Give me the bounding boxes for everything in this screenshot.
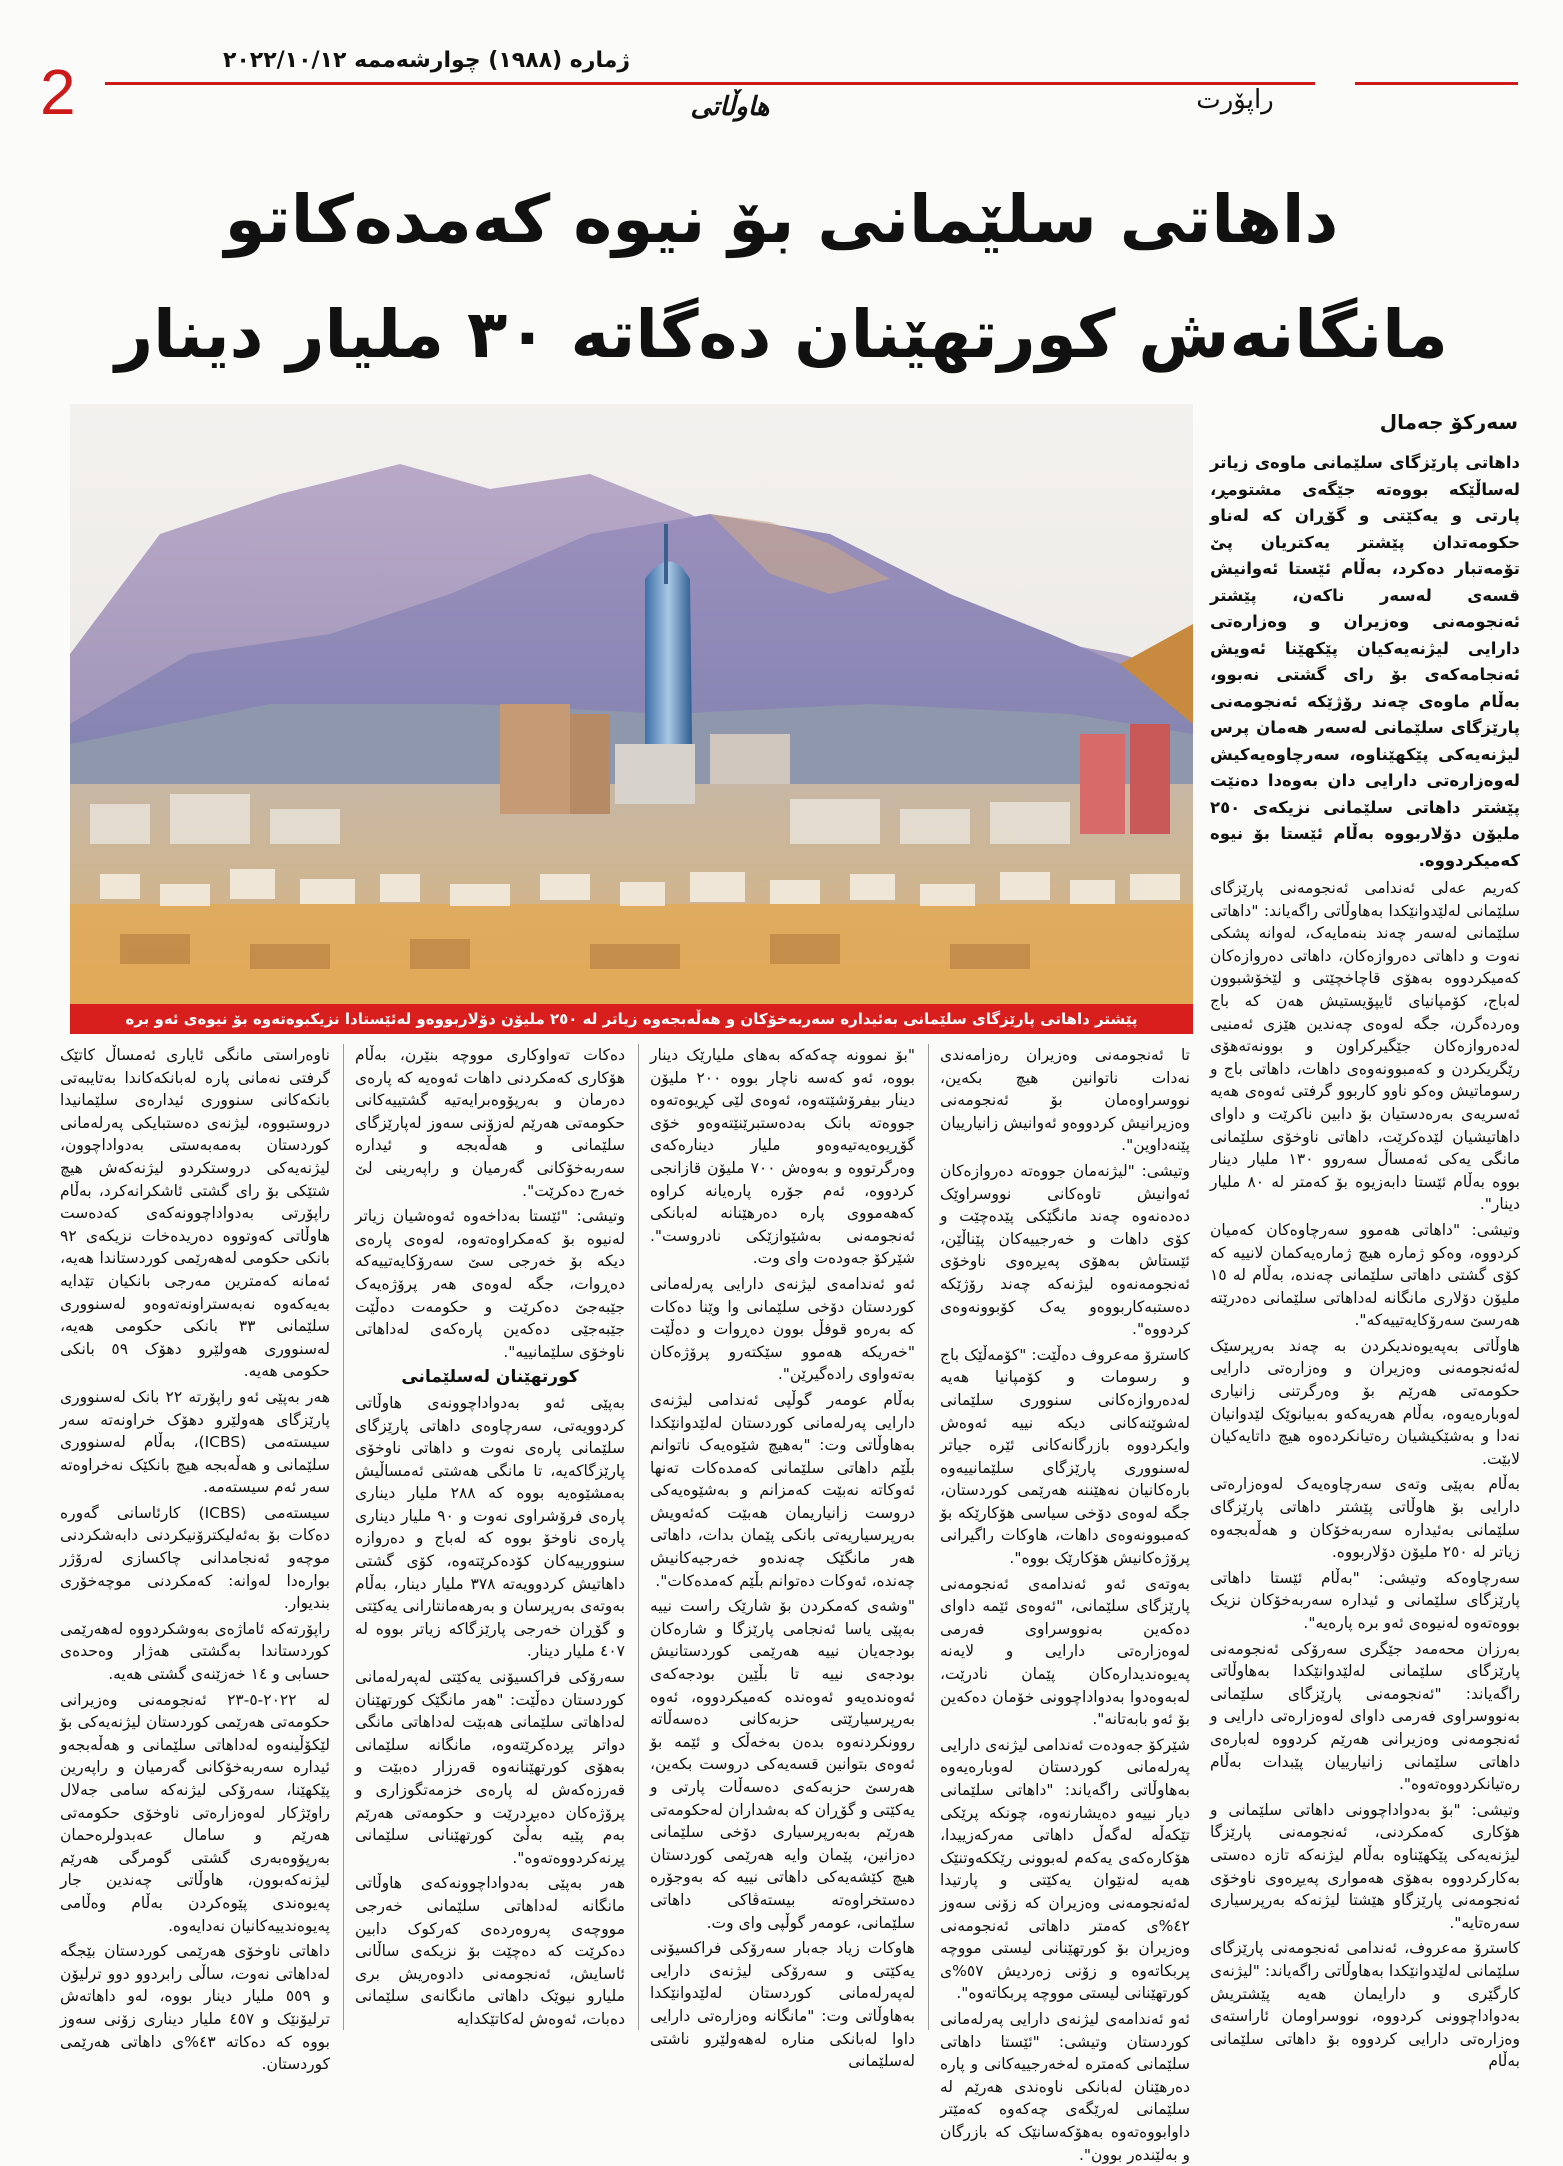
paragraph: هاوڵاتی بەپەیوەندیکردن بە چەند بەرپرسێک لەئەنجومەنی وەزیران و وەزارەتی دارایی حکومەتی هەرێم بۆ وەرگرتنی زانیاری لەوبارەیەوە، بەڵام هەریەکەو بەبیانوێک لێدوانیان نەدا و بەشێکیشیان رەتیانکردەوە هیچ داتایەکیان لابێت.	[1210, 1336, 1520, 1468]
column-4	[355, 1044, 625, 2030]
page-number: 2	[40, 56, 76, 128]
header-rule	[105, 82, 1518, 85]
paragraph: بەرزان محەمەد جێگری سەرۆکی ئەنجومەنی پارێزگای سلێمانی لەلێدوانێکدا بەهاوڵاتی راگەیاند: "ئەنجومەنی پارێزگای سلێمانی بەنووسراوی فەرمی داوای لەوەزارەتی دارایی و ئەنجومەنی وەزیرانی هەرێم کردووە لەبارەی داهاتی سلێمانی زانیارییان پێبدات بەڵام رەتیانکردووەتەوە".	[1210, 1639, 1520, 1794]
headline-line-1: داهاتی سلێمانی بۆ نیوە کەمدەکاتو	[224, 181, 1339, 258]
paragraph: تا ئەنجومەنی وەزیران رەزامەندی نەدات ناتوانین هیچ بکەین، نووسراوەمان بۆ ئەنجومەنی وەزیرانیش کردووەو ئەوانیش زانیارییان پێنەداوین".	[940, 1046, 1190, 1155]
headline-line-2: مانگانەش کورتهێنان دەگاتە ٣٠ ملیار دینار	[115, 296, 1448, 373]
column-1	[1210, 450, 1521, 2071]
byline: سەرکۆ جەمال	[1379, 410, 1518, 434]
paragraph: وتیشی: "داهاتی هەموو سەرچاوەکان کەمیان کردووە، وەکو ژمارە هیچ ژمارەیەکمان لانییە کە کۆی گشتی داهاتی سلێمانی چەندە، بەڵام لە ١٥ ملیۆن دۆلاری مانگانە لەداهاتی سلێمانی دەدرێتە هەرسێ سەرۆکایەتییەکە".	[1210, 1220, 1520, 1330]
paragraph: بەپێی ئەو بەدواداچوونەی هاوڵاتی کردوویەتی، سەرچاوەی داهاتی پارێزگای سلێمانی پارەی نەوت و داهاتی ناوخۆی پارێزگاکەیە، تا مانگی هەشتی ئەمساڵیش بەمشێوەیە بووە کە ٢٨٨ ملیار دیناری پارەی فرۆشراوی نەوت و ٩٠ ملیار دیناری پارەی ناوخۆ بووە کە لەباج و دەروازە سنوورییەکان کۆدەکرێتەوە، کۆی گشتی داهاتیش کردوویەتە ٣٧٨ ملیار دینار، بەڵام بەوتەی بەرپرسان و بەرهەمانتارانی یەکێتی و گۆڕان خەرجی پارێزگاکە زیاتر بووە لە ٤٠٧ ملیار دینار.	[355, 1393, 625, 1661]
paragraph: سەرچاوەکە وتیشی: "بەڵام ئێستا داهاتی پارێزگای سلێمانی و ئیدارە سەربەخۆکان نزیک بووەتەوە لەنیوەی ئەو برە پارەیە".	[1210, 1568, 1520, 1632]
paragraph: شێرکۆ جەودەت ئەندامی لیژنەی دارایی پەرلەمانی کوردستان لەوبارەیەوە بەهاوڵاتی راگەیاند: "داهاتی سلێمانی دیار نییەو دەیشارنەوە، چونکە پرێکی تێکەڵە لەگەڵ داهاتی مەرکەزییدا، هۆکارەکەی یەکەم لەبوونی رێککەوتنێک هەیە لەنێوان یەکێتی و پارتیدا لەئەنجومەنی وەزیران کە زۆنی سەوز ٤٢%ی کەمتر داهاتی ئەنجومەنی وەزیران بۆ کورتهێنانی لیستی مووچە پربکاتەوە و زۆنی زەردیش ٥٧%ی کورتهێنانی لیستی مووچە پربکاتەوە".	[940, 1735, 1190, 2003]
paragraph: بەوتەی ئەو ئەندامەی ئەنجومەنی پارێزگای سلێمانی، "ئەوەی ئێمە داوای دەکەین بەنووسراوی فەرمی لەوەزارەتی دارایی و لایەنە پەیوەندیدارەکان پێمان نادرێت، لەبەوەدوا بەدواداچوونی خۆمان دەکەین بۆ ئەو بابەتانە".	[940, 1574, 1190, 1729]
paragraph: دەکات تەواوکاری مووچە بنێرن، بەڵام هۆکاری کەمکردنی داهات ئەوەیە کە پارەی دەرمان و بەرپۆوەبرایەتیە گشتییەکانی حکومەتی هەرێم لەزۆنی سەوز لەپارێزگای سلێمانی و هەڵەبجە و ئیدارە سەربەخۆکانی گەرمیان و راپەرینی لێ خەرج دەکرێت".	[355, 1046, 625, 1200]
lead-paragraph: داهاتی پارێزگای سلێمانی ماوەی زیاتر لەساڵێکە بووەتە جێگەی مشتومڕ، پارتی و یەکێتی و گۆڕان کە لەناو حکومەتدان پێشتر یەکتریان پێ تۆمەتبار دەکرد، بەڵام ئێستا ئەوانیش قسەی لەسەر ناکەن، پێشتر ئەنجومەنی وەزیران و وەزارەتی دارایی لیژنەیەکیان پێکهێنا ئەویش ئەنجامەکەی بۆ رای گشتی نەبوو، بەڵام ماوەی چەند رۆژێکە ئەنجومەنی پارێزگای سلێمانی لەسەر هەمان پرس لیژنەیەکی پێکهێناوە، سەرچاوەیەکیش لەوەزارەتی دارایی دان بەوەدا دەنێت پێشتر داهاتی سلێمانی نزیکەی ٢٥٠ ملیۆن دۆلاربووە بەڵام ئێستا بۆ نیوە کەمیکردووە.	[1210, 453, 1520, 870]
paragraph: هەر بەپێی ئەو راپۆرتە ٢٢ بانک لەسنووری پارێزگای هەولێرو دهۆک خراونەتە سەر سیستەمی (ICBS)، بەڵام لەسنووری سلێمانی و هەڵەبجە هیچ بانکێک نەخراوەتە سەر ئەم سیستەمە.	[60, 1387, 331, 1497]
column-2	[940, 1044, 1190, 2164]
paragraph: هەر بەپێی بەدواداچوونەکەی هاوڵاتی مانگانە لەداهاتی سلێمانی خەرجی مووچەی پەروەردەی کەرکوک دابین دەکرێت کە دەچێت بۆ نزیکەی ساڵانی ئاسایش، ئەنجومەنی دادوەریش بری ملیارو نیوێک داهاتی مانگانەی سلێمانی دەبات، ئەوەش لەکاتێکدایە	[355, 1874, 625, 2028]
column-rule	[928, 1044, 929, 2030]
paragraph: وتیشی: "لیژنەمان جووەتە دەروازەکان ئەوانیش تاوەکانی نووسراوێک دەدەنەوە چەند مانگێکی پێدەچێت و کۆی داهات و خەرجییەکان پێناڵێن، ئێستاش بەهۆی پەیڕەوی ناوخۆی ئەنجومەنەوە لیژنەکە چەند رۆژێکە دەستبەکاربووەو یەک کۆبوونەوەی کردووە".	[940, 1161, 1190, 1339]
paragraph: کەریم عەلی ئەندامی ئەنجومەنی پارێزگای سلێمانی لەلێدوانێکدا بەهاوڵاتی راگەیاند: "داهاتی سلێمانی لەسەر چەند بنەمایەک، لەوانە پشکی نەوت و داهاتی دەروازەکان، داهاتی دەروازەکان کەمیکردووە بەهۆی قاچاخچێتی و لێخۆشبوون لەباج، کۆمپانیای ئایپۆیستیش هەن کە باج وەردەگرن، جگە لەوەی چەندین هێزی ئەمنیی لەدەروازەکان جێگیرکراون و بوونەتەهۆی رێگریکردن و کەمبوونەوەی داهات، داهاتی باج و رسوماتیش وەکو ناوو کاربوو گرفتی ئەوەی هەیە ئەسریەی بەرەدستیان بۆ دابین ناکرێت و داوای داهاتیشیان لێدەکرێت، داهاتی ناوخۆی سلێمانی مانگی یەکی ئەمساڵ سەروو ١٣٠ ملیار دینار بووە بەڵام ئێستا دابەزیوە بۆ کەمتر لە ٨٠ ملیار دینار".	[1210, 879, 1521, 1214]
paragraph: داهاتی ناوخۆی هەرێمی کوردستان بێجگە لەداهاتی نەوت، ساڵی رابردوو دوو ترلیۆن و ٥٥٩ ملیار دینار بووە، لەو داهاتەش ترلیۆنێک و ٤٥٧ ملیار دیناری زۆنی سەوز بووە کە دەکاتە ٤٣%ی داهاتی هەرێمی کوردستان.	[60, 1942, 330, 2074]
paragraph: کاسترۆ مەعروف، ئەندامی ئەنجومەنی پارێزگای سلێمانی لەلێدوانێکدا بەهاوڵاتی راگەیاند: "لیژنەی کارگێری و دارایمان هەیە پێشتریش بەدواداچوونی کردووە، نووسراومان ئاراستەی وەزارەتی دارایی کردووە بۆ داهاتی سلێمانی بەڵام	[1210, 1939, 1520, 2071]
city-skyline-photo	[70, 404, 1193, 1004]
paragraph: وتیشی: "بۆ بەدواداچوونی داهاتی سلێمانی و هۆکاری کەمکردنی، ئەنجومەنی پارێزگا لیژنەیەکی پێکهێناوە بەڵام لیژنەکە تازە دەستی بەکارکردووە بەهۆی هەمواری پەیڕەوی ناوخۆی ئەنجومەنی پارێزگاو هێشتا لیژنەکە بەرپرسیاری سەرەتایە".	[1210, 1800, 1520, 1932]
issue-date-line: ژمارە (١٩٨٨) چوارشەممە ٢٠٢٢/١٠/١٢	[222, 48, 630, 73]
paragraph: وتیشی: "ئێستا بەداخەوە ئەوەشیان زیاتر لەنیوە بۆ کەمکراوەتەوە، لەوەی پارەی دیکە بۆ خەرجی سێ سەرۆکایەتییەکە دەڕوات، جگە لەوەی هەر پرۆژەیەک جێبەجێ دەکرێت و حکومەت دەڵێت جێبەجێی دەکەین پارەکەی لەداهاتی ناوخۆی سلێمانییە".	[355, 1207, 625, 1361]
subheading: کورتهێنان لەسلێمانی	[401, 1367, 579, 1388]
paragraph: سیستەمی (ICBS) کارئاسانی گەورە دەکات بۆ بەئەلیکترۆنیکردنی دابەشکردنی موچەو ئەنجامدانی چاکسازی لەرۆژر بوارەدا لەوانە: کەمکردنی موچەخۆری بندیوار.	[60, 1503, 330, 1613]
column-5	[60, 1044, 331, 2074]
paragraph: "وشەی کەمکردن بۆ شارێک راست نییە بەپێی یاسا ئەنجامی پارێزگا و شارەکان بودجەیان نییە هەرێمی کوردستانیش بودجەی نییە تا بڵێین بودجەکەی ئەوەندەیەو ئەوەندە کەمیکردووە، ئەوە بەرپرسیارێتی حزبەکانی دەسەڵاتە روونکردنەوە بدەن بەخەڵک و ئێمە بۆ ئەوەی بتوانین قسەیەکی دروست بکەین، هەرسێ حزبەکەی دەسەڵات پارتی و یەکێتی و گۆڕان کە بەشداران لەحکومەتی هەرێم بەبەرپرسیاری دۆخی سلێمانی دەزانین، پێمان وایە هەرێمی کوردستان هیچ کێشەیەکی داهاتی نییە کە بەوجۆرە دەستخراوەتە بیستەڤاکی داهاتی سلێمانی، عومەر گوڵپی وای وت.	[650, 1597, 915, 1932]
column-rule	[343, 1044, 344, 2030]
paragraph: سەرۆکی فراکسیۆنی یەکێتی لەپەرلەمانی کوردستان دەڵێت: "هەر مانگێک کورتهێنان لەداهاتی سلێمانی هەبێت لەداهاتی مانگی دواتر پڕدەکرێتەوە، مانگانە سلێمانی بەهۆی کورتهێنانەوە قەرزار دەبێت و قەرزەکەش لە پارەی خزمەتگوزاری و پرۆژەکان دەبڕدرێت و حکومەتی هەرێم بەم پێیە بەڵێ کورتهێنانی سلێمانی پڕنەکردووەتەوە".	[355, 1668, 625, 1867]
newspaper-logo: هاوڵاتی	[690, 92, 770, 122]
photo-caption: پێشتر داهاتی پارێزگای سلێمانی بەئیدارە سەربەخۆکان و هەڵەبجەوە زیاتر لە ٢٥٠ ملیۆن دۆلاربووەو لەئێستادا نزیکبوەتەوە بۆ نیوەی ئەو برە	[70, 1004, 1193, 1034]
paragraph: ئەو ئەندامەی لیژنەی دارایی پەرلەمانی کوردستان وتیشی: "ئێستا داهاتی سلێمانی کەمترە لەخەرجییەکانی و پارە دەرهێنان لەبانکی ناوەندی هەرێم لە سلێمانی لەرێگەی چەکەوە کەمێتر داوابووەتەوە بەهۆکەسانێک کە بازرگان و بەلێندەر بوون".	[940, 2009, 1190, 2164]
paragraph: هاوکات زیاد جەبار سەرۆکی فراکسیۆنی یەکێتی و سەرۆکی لیژنەی دارایی لەپەرلەمانی کوردستان لەلێدوانێکدا بەهاوڵاتی وت: "مانگانە وەزارەتی دارایی داوا لەبانکی منارە لەهەولێرو ناشتی لەسلێمانی	[650, 1939, 915, 2071]
paragraph: لە ٢٠٢٢-٥-٢٣ ئەنجومەنی وەزیرانی حکومەتی هەرێمی کوردستان لیژنەیەکی بۆ لێکۆڵینەوە لەداهاتی سلێمانی و هەڵەبجەو ئیدارە سەربەخۆکانی گەرمیان و راپەرین پێکهێنا، سەرۆکی لیژنەکە سامی جەلال راوێژکار لەوەزارەتی ناوخۆی حکومەتی هەرێم و سامال عەبدولرەحمان بەرپۆوەبەری گشتی گومرگی هەرێم لیژنەکەبوون، هاوڵاتی چەندین جار پەیوەندی پێوەکردن بەڵام وەڵامی پەیوەندییەکانیان نەدایەوە.	[60, 1690, 330, 1935]
paragraph: کاسترۆ مەعروف دەڵێت: "کۆمەڵێک باج و رسومات و کۆمپانیا هەیە لەدەروازەکانی سنووری سلێمانی لەشوێنەکانی دیکە نییە ئەوەش وایکردووە بازرگانەکانی ئێرە جیاتر لەسنووری پارێزگای سلێمانییەوە بارەکانیان نەهێننە هەرێمی کوردستان، جگە لەوەی دۆخی سیاسی هۆکارێکە بۆ کەمبوونەوەی داهات، هاوکات راگیرانی پرۆژەکانیش هۆکارێک بووە".	[940, 1345, 1190, 1568]
paragraph: بەڵام بەپێی وتەی سەرچاوەیەک لەوەزارەتی دارایی بۆ هاوڵاتی پێشتر داهاتی پارێزگای سلێمانی بەئیدارە سەربەخۆکان و هەڵەبجەوە زیاتر لە ٢٥٠ ملیۆن دۆلاربووە.	[1210, 1475, 1520, 1562]
paragraph: ناوەراستی مانگی ئایاری ئەمساڵ کاتێک گرفتی نەمانی پارە لەبانکەکاندا بەتایبەتی بانکەکانی سنووری ئیدارەی سلێمانیدا دروستبووە، لیژنەی دەستبایکی پەرلەمانی کوردستان بەمەبەستی بەدواداچوون، لیژنەیەکی دروستکردو لیژنەکەش هیچ شتێکی بۆ رای گشتی ئاشکرانەکرد، بەڵام راپۆرتی بەدواداچوونەکەی کەدەست هاوڵاتی کەوتووە دەریدەخات نزیکەی ٩٢ بانکی حکومی لەهەرێمی کوردستاندا هەیە، ئەمانە کەمترین مەرجی بانکیان تێدایە بەیەکەوە نەبەستراونەتەوەو لەسنووری سلێمانی ٣٣ بانکی حکومی هەیە، لەسنووری هەولێرو دهۆک ٥٩ بانکی حکومی هەیە.	[60, 1046, 331, 1381]
paragraph: راپۆرتەکە ئاماژەی بەوشکردووە لەهەرێمی کوردستاندا بەگشتی هەژار وەحدەی حسابی و ١٤ خەزێنەی گشتی هەیە.	[60, 1619, 330, 1684]
section-label: راپۆرت	[1196, 85, 1274, 115]
column-3	[650, 1044, 915, 2071]
paragraph: ئەو ئەندامەی لیژنەی دارایی پەرلەمانی کوردستان دۆخی سلێمانی وا وێنا دەکات کە بەرەو قوفڵ بوون دەڕوات و دەڵێت "خەریکە هەموو سێکتەرو پرۆژەکان بەتەواوی رادەگیرێن".	[650, 1274, 915, 1384]
paragraph: "بۆ نموونە چەکەکە بەهای ملیارێک دینار بووە، ئەو کەسە ناچار بووە ٢٠٠ ملیۆن دینار بیفرۆشێتەوە، ئەوەی لێی کڕیوەتەوە جووەتە بانک بەدەستبرێنێتەوەو خۆی گۆڕیوەیەتیەوەو ملیار دینارەکەی وەرگرتووە و بەوەش ٧٠٠ ملیۆن قازانجی کردووە، ئەم جۆرە پارەیانە کراوە کەهەمووی پارە دەرهێنانە لەبانکی ئەنجومەنی بەشێوازێکی نادروست". شێرکۆ جەودەت وای وت.	[650, 1046, 915, 1268]
column-rule	[638, 1044, 639, 2030]
paragraph: بەڵام عومەر گوڵپی ئەندامی لیژنەی دارایی پەرلەمانی کوردستان لەلێدوانێکدا بەهاوڵاتی وت: "بەهیچ شێوەیەک ناتوانم بڵێم داهاتی سلێمانی کەمدەکات تەنها ئەوکاتە نەبێت کەمزانم و بەشێوەیەکی دروست زانیاریمان هەبێت کەئەویش بەرپرسیاریەتی بانکی پێمان بدات، داهاتی هەر مانگێک چەندەو خەرجیەکانیش چەندە، ئەوکات دەتوانم بڵێم کەمدەکات".	[650, 1390, 915, 1590]
